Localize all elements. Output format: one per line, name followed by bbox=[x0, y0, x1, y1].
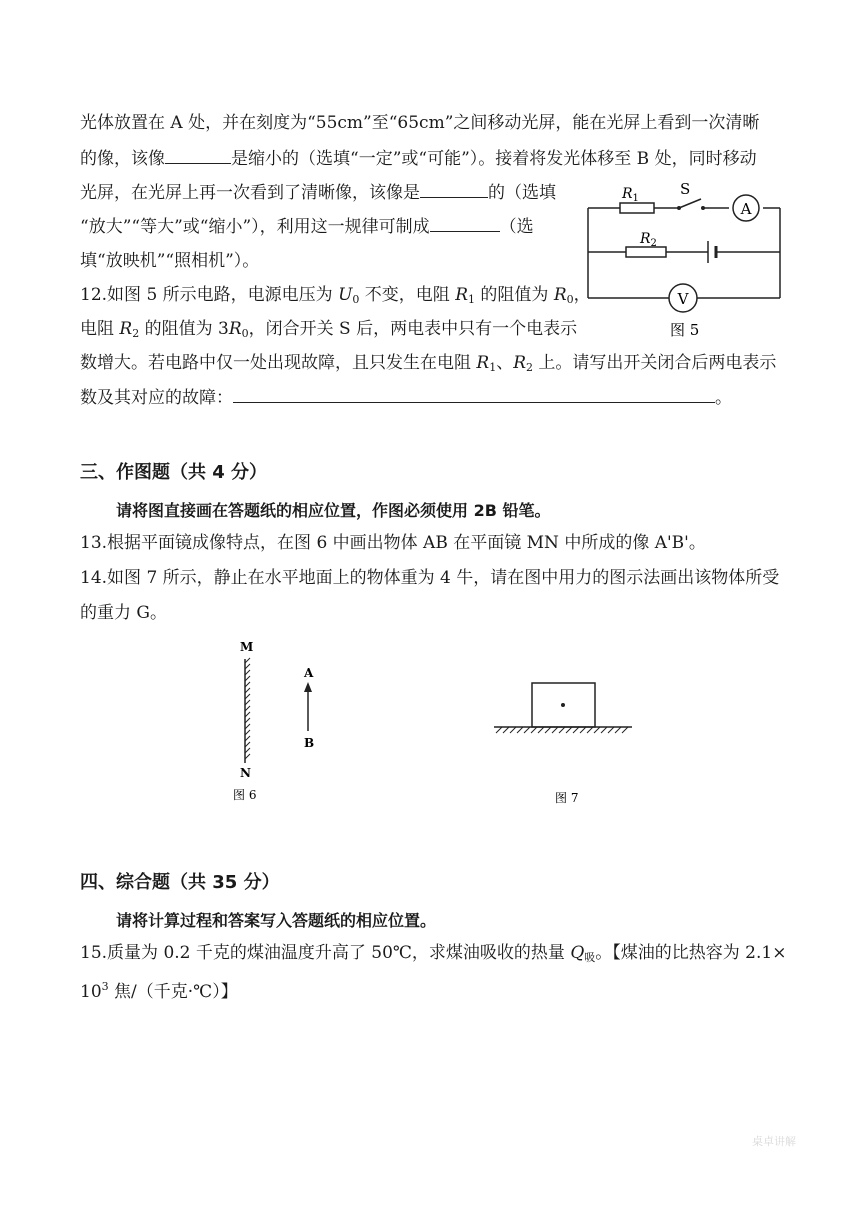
q12-text: 、 bbox=[496, 353, 514, 373]
symbol-r2: R bbox=[513, 353, 527, 373]
q15-text: 10 bbox=[80, 982, 102, 1002]
point-a-label: A bbox=[304, 666, 314, 680]
figure-7-caption: 图 7 bbox=[555, 791, 579, 805]
subscript: 0 bbox=[352, 293, 360, 306]
subscript: 2 bbox=[526, 361, 534, 374]
figure-6-mirror bbox=[225, 635, 335, 810]
symbol-r0: R bbox=[228, 319, 242, 339]
q12-text: 上。请写出开关闭合后两电表示 bbox=[533, 353, 777, 373]
q15-text: 焦/（千克·℃）】 bbox=[108, 982, 238, 1002]
q12-text: 12.如图 5 所示电路，电源电压为 bbox=[80, 285, 339, 305]
q15-line-2 bbox=[80, 976, 238, 1003]
section-4-instruction: 请将计算过程和答案写入答题纸的相应位置。 bbox=[116, 911, 437, 930]
q11-line-3b: 的（选填 bbox=[488, 183, 556, 203]
r1-label: $R_1$ bbox=[622, 186, 639, 204]
q15-line-1 bbox=[80, 942, 786, 969]
section-4-title: 四、综合题（共 35 分） bbox=[80, 872, 280, 893]
subscript: 1 bbox=[468, 293, 476, 306]
r2-label: $R_2$ bbox=[640, 231, 657, 249]
section-3-instruction: 请将图直接画在答题纸的相应位置，作图必须使用 2B 铅笔。 bbox=[116, 501, 551, 520]
battery-icon bbox=[708, 241, 716, 263]
q12-text: 。 bbox=[715, 388, 732, 408]
q11-line-3a: 光屏，在光屏上再一次看到了清晰像，该像是 bbox=[80, 183, 420, 203]
q12-line-3 bbox=[80, 352, 776, 379]
q11-line-3 bbox=[80, 181, 556, 204]
resistor-r1-icon bbox=[620, 203, 654, 213]
q12-text: ，闭合开关 S 后，两电表中只有一个电表示 bbox=[248, 319, 578, 339]
symbol-r1: R bbox=[455, 285, 469, 305]
answer-blank-4[interactable] bbox=[233, 386, 715, 403]
q12-line-1 bbox=[80, 284, 591, 311]
q12-text: 数增大。若电路中仅一处出现故障，且只发生在电阻 bbox=[80, 353, 477, 373]
subscript: 0 bbox=[241, 327, 249, 340]
q14-line-2: 的重力 G。 bbox=[80, 603, 167, 623]
q15-text: 15.质量为 0.2 千克的煤油温度升高了 50℃，求煤油吸收的热量 bbox=[80, 943, 571, 963]
ground-hatching bbox=[496, 727, 628, 733]
q15-text: 。【煤油的比热容为 2.1× bbox=[595, 943, 787, 963]
answer-blank-3[interactable] bbox=[430, 215, 500, 232]
switch-label: S bbox=[680, 180, 691, 198]
subscript: 2 bbox=[132, 327, 140, 340]
resistor-r2-icon bbox=[626, 247, 666, 257]
answer-blank-1[interactable] bbox=[165, 147, 231, 164]
q11-line-2a: 的像，该像 bbox=[80, 149, 165, 169]
q11-line-1: 光体放置在 A 处，并在刻度为“55cm”至“65cm”之间移动光屏，能在光屏上看到一次清晰 bbox=[80, 113, 760, 133]
q11-line-5: 填“放映机”“照相机”）。 bbox=[80, 251, 260, 271]
q11-line-2b: 是缩小的（选填“一定”或“可能”）。接着将发光体移至 B 处，同时移动 bbox=[231, 149, 757, 169]
figure-7-block bbox=[490, 675, 640, 810]
figure-5-caption: 图 5 bbox=[670, 321, 700, 339]
q13-text: 13.根据平面镜成像特点，在图 6 中画出物体 AB 在平面镜 MN 中所成的像 A'B'。 bbox=[80, 533, 706, 553]
symbol-q: Q bbox=[570, 943, 585, 963]
q11-line-2 bbox=[80, 147, 757, 170]
point-b-label: B bbox=[304, 736, 315, 750]
q12-text: 电阻 bbox=[80, 319, 120, 339]
center-of-gravity-dot bbox=[561, 703, 565, 707]
figure-5-circuit bbox=[582, 180, 792, 340]
q12-text: 的阻值为 3 bbox=[139, 319, 229, 339]
q11-line-4a: “放大”“等大”或“缩小”），利用这一规律可制成 bbox=[80, 217, 430, 237]
subscript: 1 bbox=[489, 361, 497, 374]
subscript: 0 bbox=[566, 293, 574, 306]
q12-text: ， bbox=[573, 285, 591, 305]
watermark: 桌卓讲解 bbox=[752, 1135, 796, 1148]
arrow-up-icon bbox=[304, 682, 312, 692]
q12-text: 不变，电阻 bbox=[359, 285, 456, 305]
switch-icon bbox=[677, 199, 705, 210]
subscript: 吸 bbox=[584, 951, 596, 964]
q11-line-4b: （选 bbox=[499, 217, 534, 237]
q11-line-4 bbox=[80, 215, 534, 238]
symbol-r2: R bbox=[119, 319, 133, 339]
q12-line-2 bbox=[80, 318, 577, 345]
q12-text: 的阻值为 bbox=[475, 285, 554, 305]
answer-blank-2[interactable] bbox=[420, 181, 488, 198]
mirror-label-m: M bbox=[240, 640, 254, 654]
q12-line-4 bbox=[80, 386, 732, 409]
voltmeter-label: V bbox=[677, 290, 689, 308]
symbol-r1: R bbox=[476, 353, 490, 373]
ammeter-label: A bbox=[740, 200, 752, 218]
section-3-title: 三、作图题（共 4 分） bbox=[80, 462, 268, 483]
superscript: 3 bbox=[101, 980, 109, 993]
figure-6-caption: 图 6 bbox=[233, 788, 257, 802]
mirror-label-n: N bbox=[240, 766, 251, 780]
q12-text: 数及其对应的故障： bbox=[80, 388, 233, 408]
q14-line-1: 14.如图 7 所示，静止在水平地面上的物体重为 4 牛，请在图中用力的图示法画出该物体所受 bbox=[80, 568, 780, 588]
symbol-u: U bbox=[338, 285, 353, 305]
symbol-r0: R bbox=[553, 285, 567, 305]
